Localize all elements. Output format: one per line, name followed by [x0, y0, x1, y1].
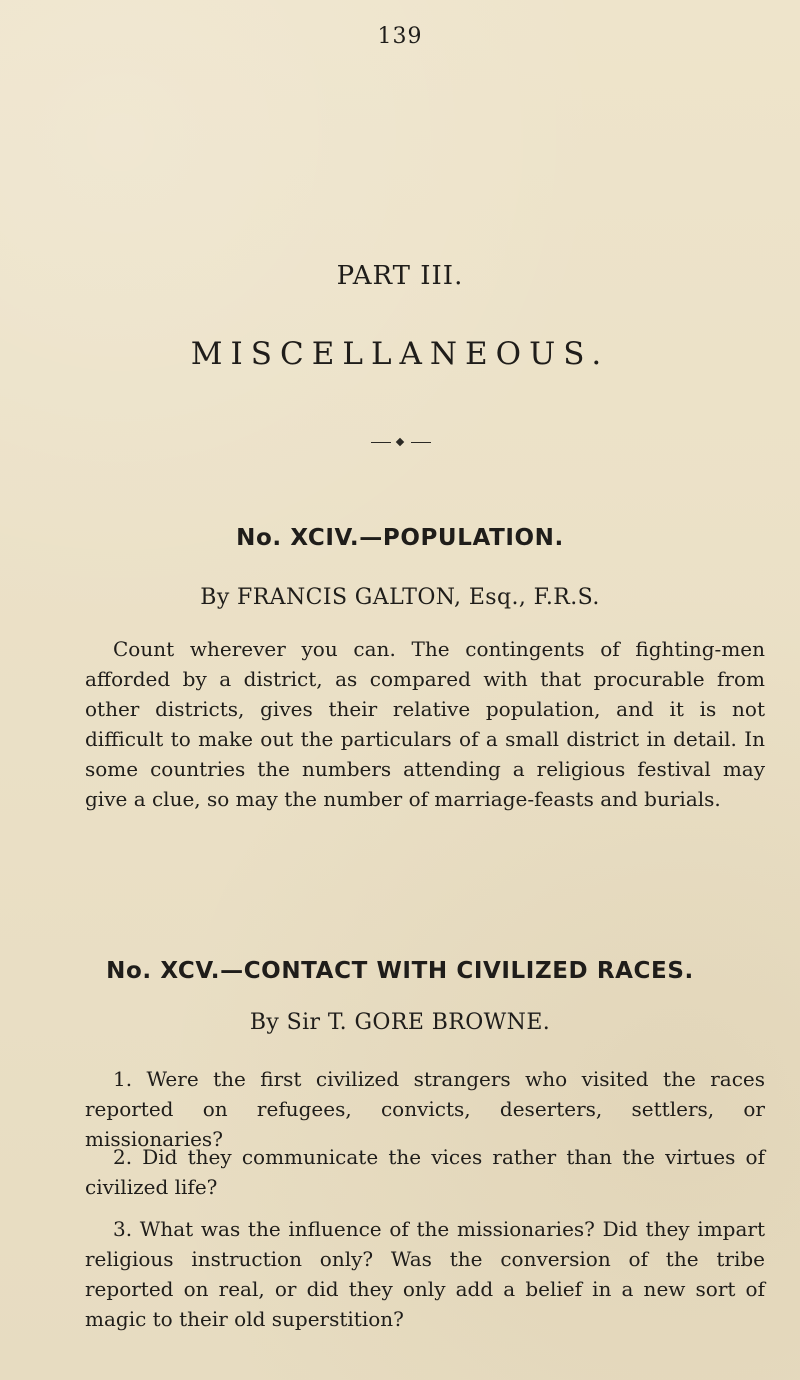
population-heading: No. XCIV.—POPULATION. [236, 525, 564, 551]
page-number: 139 [377, 24, 423, 49]
section-title: MISCELLANEOUS. [190, 336, 610, 372]
contact-heading: No. XCV.—CONTACT WITH CIVILIZED RACES. [106, 958, 694, 984]
contact-byline: By Sir T. GORE BROWNE. [249, 1010, 551, 1035]
ornament-right-line [411, 442, 431, 443]
diamond-rule-ornament [371, 437, 431, 449]
contact-question-2: 2. Did they communicate the vices rather than the virtues of civilized life? [85, 1145, 765, 1199]
population-byline: By FRANCIS GALTON, Esq., F.R.S. [200, 585, 600, 610]
contact-question-1: 1. Were the first civilized strangers who visited the races reported on refugees, convicts, deserters, settlers, or missionaries? [85, 1067, 765, 1151]
population-paragraph: Count wherever you can. The contingents of fighting-men afforded by a district, as compared with that procurable from other districts, gives their relative population, and it is not difficult to make out the particulars of a small district in detail. In some countries the numbers attending a religious festival may give a clue, so may the number of marriage-feasts and burials. [85, 637, 765, 811]
contact-question-3: 3. What was the influence of the missionaries? Did they impart religious instruction only? Was the conversion of the tribe reported on real, or did they only add a belief in a new sort of magic to their old superstition? [85, 1217, 765, 1331]
ornament-left-line [371, 442, 391, 443]
part-title: PART III. [336, 261, 464, 291]
diamond-icon [396, 438, 404, 446]
